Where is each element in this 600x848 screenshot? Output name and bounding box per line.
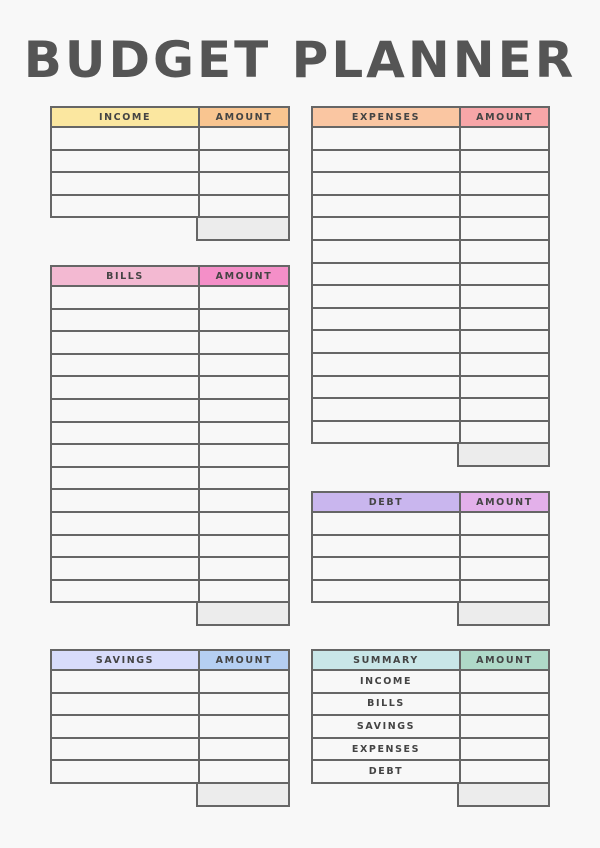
- bills-row: [52, 310, 288, 333]
- bills-amount-cell[interactable]: [198, 310, 288, 331]
- bills-item-cell[interactable]: [52, 581, 198, 602]
- debt-row: [313, 513, 548, 536]
- expenses-row: [313, 173, 548, 196]
- summary-row-label: SAVINGS: [356, 720, 416, 732]
- bills-item-cell[interactable]: [52, 513, 198, 534]
- savings-row: [52, 761, 288, 784]
- summary-row: [313, 761, 548, 784]
- bills-item-cell[interactable]: [52, 332, 198, 353]
- expenses-row: [313, 309, 548, 332]
- expenses-amount-cell[interactable]: [459, 173, 548, 194]
- expenses-item-cell[interactable]: [313, 377, 459, 398]
- bills-header-label: BILLS: [52, 267, 198, 285]
- expenses-row: [313, 286, 548, 309]
- bills-row: [52, 400, 288, 423]
- income-amount-header: AMOUNT: [198, 108, 288, 126]
- expenses-row: [313, 241, 548, 264]
- debt-amount-cell[interactable]: [459, 581, 548, 602]
- expenses-header-label: EXPENSES: [313, 108, 459, 126]
- debt-rows: [311, 513, 550, 603]
- expenses-amount-cell[interactable]: [459, 264, 548, 285]
- expenses-rows: [311, 128, 550, 444]
- expenses-amount-cell[interactable]: [459, 422, 548, 443]
- expenses-row: [313, 354, 548, 377]
- expenses-total-cell[interactable]: [457, 444, 550, 467]
- expenses-row: [313, 422, 548, 445]
- expenses-amount-cell[interactable]: [459, 331, 548, 352]
- summary-row: [313, 716, 548, 739]
- income-total-cell[interactable]: [196, 218, 290, 241]
- bills-item-cell[interactable]: [52, 490, 198, 511]
- bills-row: [52, 536, 288, 559]
- expenses-item-cell[interactable]: [313, 128, 459, 149]
- bills-row: [52, 287, 288, 310]
- debt-header: [311, 491, 550, 513]
- savings-header-label: SAVINGS: [52, 651, 198, 669]
- savings-row: [52, 739, 288, 762]
- expenses-amount-cell[interactable]: [459, 218, 548, 239]
- bills-amount-cell[interactable]: [198, 400, 288, 421]
- expenses-row: [313, 128, 548, 151]
- summary-row-label: BILLS: [367, 698, 405, 710]
- summary-row-label: INCOME: [359, 675, 413, 687]
- bills-row: [52, 513, 288, 536]
- expenses-amount-cell[interactable]: [459, 128, 548, 149]
- income-item-cell[interactable]: [52, 151, 198, 172]
- expenses-row: [313, 264, 548, 287]
- bills-row: [52, 355, 288, 378]
- bills-amount-cell[interactable]: [198, 445, 288, 466]
- bills-row: [52, 581, 288, 604]
- bills-item-cell[interactable]: [52, 423, 198, 444]
- savings-amount-cell[interactable]: [198, 671, 288, 692]
- summary-header-label: SUMMARY: [313, 651, 459, 669]
- summary-item-cell[interactable]: [313, 716, 459, 737]
- bills-row: [52, 490, 288, 513]
- debt-item-cell[interactable]: [313, 536, 459, 557]
- income-item-cell[interactable]: [52, 128, 198, 149]
- expenses-row: [313, 399, 548, 422]
- bills-row: [52, 558, 288, 581]
- expenses-amount-cell[interactable]: [459, 399, 548, 420]
- expenses-amount-cell[interactable]: [459, 196, 548, 217]
- bills-item-cell[interactable]: [52, 310, 198, 331]
- bills-amount-cell[interactable]: [198, 423, 288, 444]
- income-header-label: INCOME: [52, 108, 198, 126]
- bills-item-cell[interactable]: [52, 536, 198, 557]
- summary-item-cell[interactable]: [313, 761, 459, 782]
- savings-amount-header: AMOUNT: [198, 651, 288, 669]
- bills-amount-header: AMOUNT: [198, 267, 288, 285]
- expenses-amount-cell[interactable]: [459, 377, 548, 398]
- bills-item-cell[interactable]: [52, 468, 198, 489]
- summary-amount-cell[interactable]: [459, 761, 548, 782]
- bills-amount-cell[interactable]: [198, 536, 288, 557]
- savings-row: [52, 671, 288, 694]
- bills-row: [52, 377, 288, 400]
- savings-rows: [50, 671, 290, 784]
- savings-item-cell[interactable]: [52, 694, 198, 715]
- summary-amount-cell[interactable]: [459, 694, 548, 715]
- savings-item-cell[interactable]: [52, 716, 198, 737]
- summary-item-cell[interactable]: [313, 739, 459, 760]
- page-title: BUDGET PLANNER: [23, 31, 577, 89]
- expenses-row: [313, 151, 548, 174]
- summary-rows: [311, 671, 550, 784]
- expenses-item-cell[interactable]: [313, 422, 459, 443]
- savings-row: [52, 694, 288, 717]
- savings-amount-cell[interactable]: [198, 739, 288, 760]
- expenses-row: [313, 196, 548, 219]
- savings-row: [52, 716, 288, 739]
- summary-item-cell[interactable]: [313, 694, 459, 715]
- bills-header: [50, 265, 290, 287]
- expenses-item-cell[interactable]: [313, 218, 459, 239]
- bills-total-cell[interactable]: [196, 603, 290, 626]
- expenses-item-cell[interactable]: [313, 264, 459, 285]
- savings-item-cell[interactable]: [52, 671, 198, 692]
- expenses-item-cell[interactable]: [313, 241, 459, 262]
- debt-amount-cell[interactable]: [459, 558, 548, 579]
- bills-amount-cell[interactable]: [198, 332, 288, 353]
- bills-item-cell[interactable]: [52, 355, 198, 376]
- expenses-item-cell[interactable]: [313, 196, 459, 217]
- expenses-row: [313, 331, 548, 354]
- savings-item-cell[interactable]: [52, 739, 198, 760]
- bills-row: [52, 423, 288, 446]
- summary-amount-cell[interactable]: [459, 671, 548, 692]
- expenses-amount-cell[interactable]: [459, 286, 548, 307]
- summary-amount-header: AMOUNT: [459, 651, 548, 669]
- bills-row: [52, 445, 288, 468]
- expenses-row: [313, 218, 548, 241]
- expenses-amount-cell[interactable]: [459, 241, 548, 262]
- income-amount-cell[interactable]: [198, 151, 288, 172]
- summary-row: [313, 739, 548, 762]
- debt-row: [313, 581, 548, 604]
- expenses-amount-cell[interactable]: [459, 309, 548, 330]
- debt-item-cell[interactable]: [313, 513, 459, 534]
- income-row: [52, 196, 288, 219]
- bills-amount-cell[interactable]: [198, 355, 288, 376]
- expenses-item-cell[interactable]: [313, 399, 459, 420]
- debt-row: [313, 558, 548, 581]
- expenses-amount-cell[interactable]: [459, 354, 548, 375]
- bills-item-cell[interactable]: [52, 287, 198, 308]
- summary-amount-cell[interactable]: [459, 716, 548, 737]
- debt-total-cell[interactable]: [457, 603, 550, 626]
- savings-header: [50, 649, 290, 671]
- bills-amount-cell[interactable]: [198, 468, 288, 489]
- expenses-item-cell[interactable]: [313, 151, 459, 172]
- bills-item-cell[interactable]: [52, 445, 198, 466]
- summary-row: [313, 671, 548, 694]
- expenses-item-cell[interactable]: [313, 354, 459, 375]
- summary-row-label: EXPENSES: [351, 743, 421, 755]
- savings-total-cell[interactable]: [196, 784, 290, 807]
- income-rows: [50, 128, 290, 218]
- bills-item-cell[interactable]: [52, 558, 198, 579]
- expenses-item-cell[interactable]: [313, 173, 459, 194]
- summary-row: [313, 694, 548, 717]
- summary-amount-cell[interactable]: [459, 739, 548, 760]
- debt-header-label: DEBT: [313, 493, 459, 511]
- expenses-item-cell[interactable]: [313, 331, 459, 352]
- income-amount-cell[interactable]: [198, 196, 288, 217]
- expenses-row: [313, 377, 548, 400]
- income-item-cell[interactable]: [52, 173, 198, 194]
- income-row: [52, 128, 288, 151]
- expenses-header: [311, 106, 550, 128]
- bills-amount-cell[interactable]: [198, 581, 288, 602]
- savings-item-cell[interactable]: [52, 761, 198, 782]
- debt-amount-header: AMOUNT: [459, 493, 548, 511]
- expenses-amount-header: AMOUNT: [459, 108, 548, 126]
- expenses-item-cell[interactable]: [313, 286, 459, 307]
- expenses-item-cell[interactable]: [313, 309, 459, 330]
- income-amount-cell[interactable]: [198, 173, 288, 194]
- income-row: [52, 173, 288, 196]
- bills-amount-cell[interactable]: [198, 558, 288, 579]
- bills-item-cell[interactable]: [52, 400, 198, 421]
- bills-amount-cell[interactable]: [198, 513, 288, 534]
- debt-item-cell[interactable]: [313, 558, 459, 579]
- summary-item-cell[interactable]: [313, 671, 459, 692]
- debt-amount-cell[interactable]: [459, 536, 548, 557]
- summary-row-label: DEBT: [368, 766, 404, 778]
- income-row: [52, 151, 288, 174]
- debt-item-cell[interactable]: [313, 581, 459, 602]
- expenses-amount-cell[interactable]: [459, 151, 548, 172]
- income-item-cell[interactable]: [52, 196, 198, 217]
- bills-row: [52, 468, 288, 491]
- savings-amount-cell[interactable]: [198, 761, 288, 782]
- debt-amount-cell[interactable]: [459, 513, 548, 534]
- bills-row: [52, 332, 288, 355]
- bills-amount-cell[interactable]: [198, 490, 288, 511]
- income-header: [50, 106, 290, 128]
- bills-amount-cell[interactable]: [198, 287, 288, 308]
- income-amount-cell[interactable]: [198, 128, 288, 149]
- bills-rows: [50, 287, 290, 603]
- savings-amount-cell[interactable]: [198, 716, 288, 737]
- bills-amount-cell[interactable]: [198, 377, 288, 398]
- summary-total-cell[interactable]: [457, 784, 550, 807]
- summary-header: [311, 649, 550, 671]
- savings-amount-cell[interactable]: [198, 694, 288, 715]
- debt-row: [313, 536, 548, 559]
- bills-item-cell[interactable]: [52, 377, 198, 398]
